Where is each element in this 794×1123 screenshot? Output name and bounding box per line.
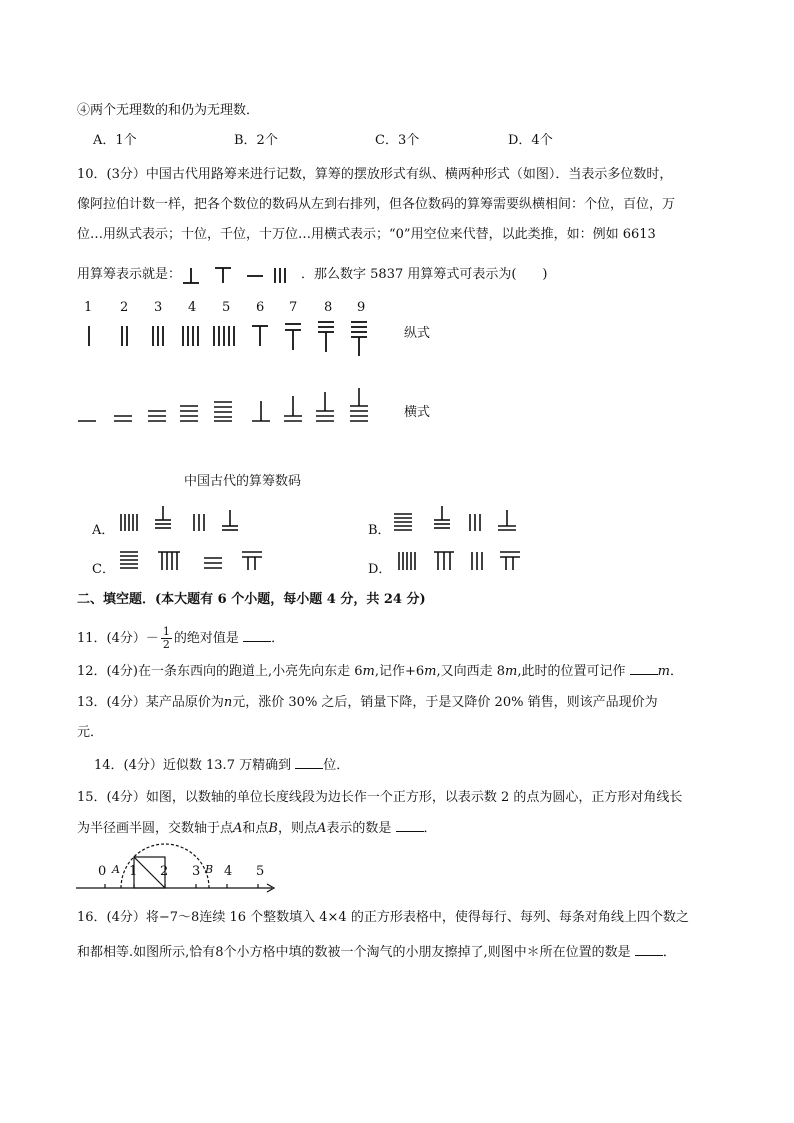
q10-option-c-rods[interactable] — [118, 546, 268, 574]
q15-and: 和点 — [242, 821, 269, 836]
q16-answer-blank[interactable] — [635, 943, 663, 956]
q10-option-c-label: C． — [92, 562, 115, 577]
horizontal-form-label: 横式 — [404, 405, 431, 420]
q12-answer-blank[interactable] — [630, 662, 658, 675]
q14-answer-blank[interactable] — [295, 756, 323, 769]
q12-mid-3: ,此时的位置可记作 — [517, 664, 626, 679]
q9-option-c: C．3个 — [375, 133, 420, 148]
q16-line-1: 16．(4分）将−7～8连续 16 个整数填入 4×4 的正方形表格中，使得每行、每列、每条对角线上四个数之 — [77, 910, 689, 925]
q11-numerator: 1 — [162, 625, 170, 638]
example-rods — [181, 268, 301, 282]
q9-item-4: ④两个无理数的和仍为无理数． — [77, 103, 260, 118]
q11-suffix: 的绝对值是 — [173, 631, 239, 646]
q13-line-2-text: 元． — [77, 725, 104, 740]
axis-label-2: 2 — [160, 864, 169, 879]
q14 — [94, 756, 349, 776]
vertical-rods-figure — [80, 318, 380, 358]
q10-line-4 — [77, 265, 548, 285]
digit-label-4: 4 — [188, 300, 197, 315]
digit-label-8: 8 — [324, 300, 333, 315]
digit-label-3: 3 — [154, 300, 163, 315]
digit-label-2: 2 — [120, 300, 129, 315]
q11-answer-blank[interactable] — [243, 629, 271, 642]
q10-line-4-prefix: 用算筹表示就是： — [77, 267, 182, 282]
q15-answer-blank[interactable] — [396, 819, 424, 832]
q11-minus: － — [145, 631, 159, 646]
digit-label-6: 6 — [256, 300, 265, 315]
q10-line-2: 像阿拉伯计数一样，把各个数位的数码从左到右排列，但各位数码的算筹需要纵横相间：个位，百位，万 — [77, 197, 676, 212]
q10-option-d-rods[interactable] — [396, 546, 526, 574]
horizontal-rods-figure — [76, 388, 376, 428]
q11-fraction — [161, 626, 172, 651]
q14-suffix: 位． — [323, 758, 350, 773]
q13-line-2 — [77, 723, 103, 743]
digit-label-5: 5 — [222, 300, 231, 315]
axis-label-0: 0 — [98, 864, 107, 879]
q10-option-b-rods[interactable] — [392, 506, 522, 534]
q15-point-a-ref-2: A — [317, 821, 327, 836]
q9-option-b: B．2个 — [234, 133, 278, 148]
section-2-heading: 二、填空题．(本大题有 6 个小题，每小题 4 分，共 24 分) — [77, 592, 426, 607]
q11-end: ． — [271, 631, 285, 646]
q10-option-b-label: B． — [368, 523, 391, 538]
q12-mid-1: ,记作+6 — [374, 664, 425, 679]
axis-label-4: 4 — [224, 864, 233, 879]
q10-option-a-rods[interactable] — [118, 506, 243, 534]
q12-mid-2: ,又向西走 8 — [436, 664, 505, 679]
q15-line-2-prefix: 为半径画半圆，交数轴于点 — [77, 821, 234, 836]
q15-line-2-mid: ，则点 — [277, 821, 317, 836]
rod-chart-caption: 中国古代的算筹数码 — [184, 474, 302, 489]
q12-unit-4: m — [657, 664, 670, 679]
q9-option-a: A．1个 — [93, 133, 137, 148]
q10-line-1: 10．(3分）中国古代用路筹来进行记数，算筹的摆放形式有纵、横两种形式（如图）．当表示多位数时， — [77, 167, 673, 182]
q15-point-b-ref: B — [268, 821, 278, 836]
axis-point-b: B — [205, 863, 214, 876]
q11-denominator: 2 — [162, 638, 170, 651]
q13-prefix: 13．(4分）某产品原价为 — [77, 695, 224, 710]
digit-label-9: 9 — [357, 300, 366, 315]
vertical-form-label: 纵式 — [404, 326, 431, 341]
q10-option-a-label: A． — [92, 523, 115, 538]
q15-point-a-ref: A — [233, 821, 243, 836]
q10-line-4-suffix: ．那么数字 5837 用算筹式可表示为( ) — [301, 267, 548, 282]
q16-line-2 — [77, 943, 676, 963]
q12-unit-1: m — [362, 664, 375, 679]
q12-unit-2: m — [424, 664, 437, 679]
axis-label-3: 3 — [192, 864, 201, 879]
q13-line-1 — [77, 693, 658, 713]
q11-prefix: 11．(4分） — [77, 631, 146, 646]
rods-6613-figure — [181, 264, 301, 286]
q12 — [77, 662, 683, 682]
q10-line-3: 位…用纵式表示；十位，千位，十万位…用横式表示；“0”用空位来代替，以此类推，如：例如 6613 — [77, 227, 656, 242]
q12-unit-3: m — [505, 664, 518, 679]
digit-label-1: 1 — [84, 300, 93, 315]
q15-line-1: 15．(4分）如图，以数轴的单位长度线段为边长作一个正方形，以表示数 2 的点为圆心，正方形对角线长 — [77, 790, 683, 805]
axis-point-a: A — [112, 863, 120, 876]
q16-end: ． — [662, 945, 676, 960]
q16-line-2-text: 和都相等.如图所示,恰有8个小方格中填的数被一个淘气的小朋友擦掉了,则图中＊所在位置的数是 — [77, 945, 631, 960]
q15-end: ． — [423, 821, 437, 836]
q15-line-2-suffix: 表示的数是 — [326, 821, 392, 836]
q11 — [77, 626, 284, 651]
q9-options — [93, 131, 553, 151]
axis-label-5: 5 — [256, 864, 265, 879]
q9-option-d: D．4个 — [508, 133, 553, 148]
digit-label-7: 7 — [289, 300, 298, 315]
q14-prefix: 14．(4分）近似数 13.7 万精确到 — [94, 758, 292, 773]
axis-label-1: 1 — [129, 864, 138, 879]
q12-prefix: 12．(4分)在一条东西向的跑道上,小亮先向东走 6 — [77, 664, 363, 679]
q10-option-d-label: D． — [368, 562, 392, 577]
q13-suffix: 元，涨价 30% 之后，销量下降，于是又降价 20% 销售，则该产品现价为 — [232, 695, 658, 710]
q13-var-n: n — [223, 695, 233, 710]
q12-end: ． — [669, 664, 683, 679]
